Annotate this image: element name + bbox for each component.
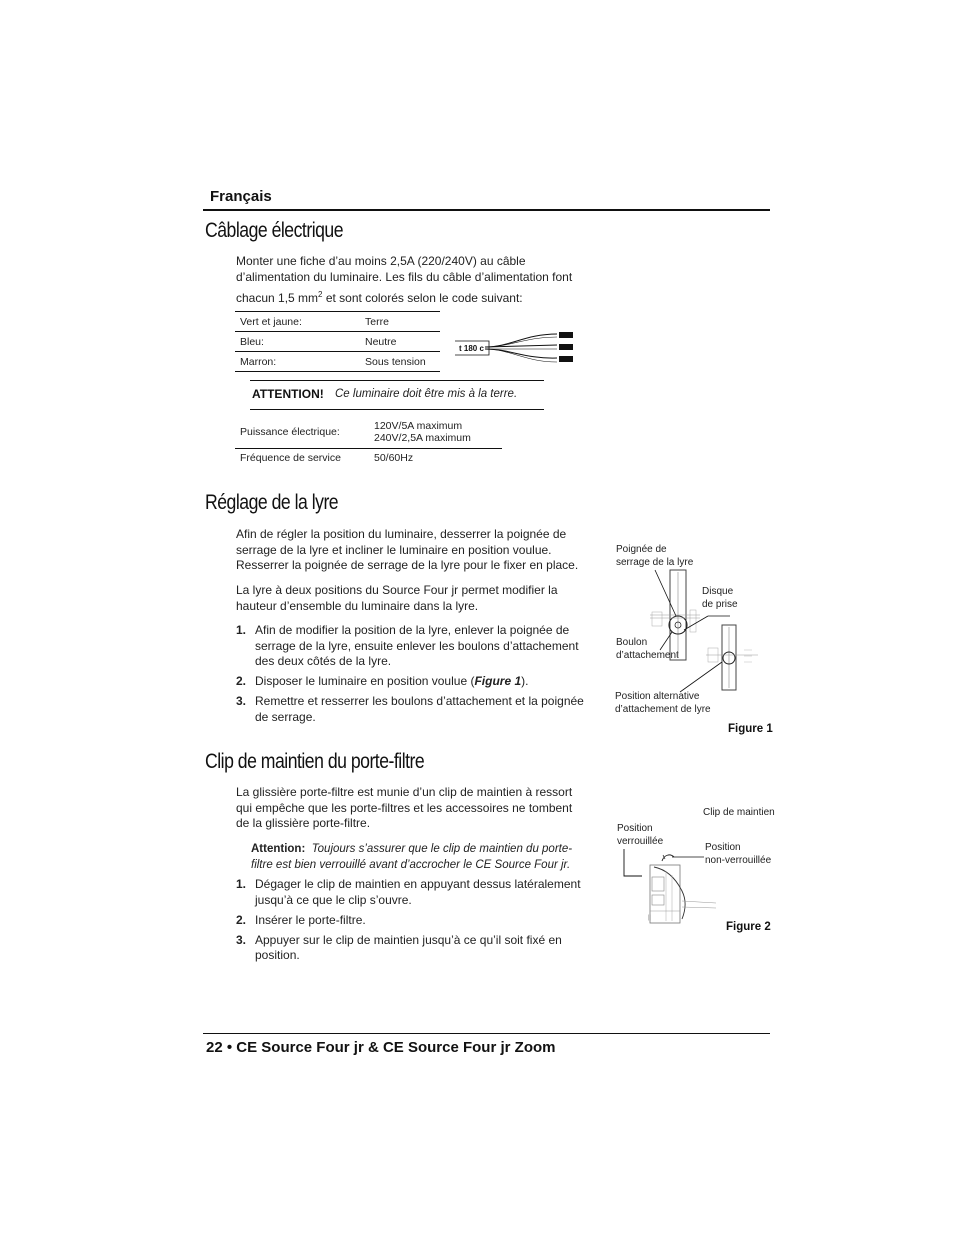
attention-box [250, 380, 544, 410]
frequency-value-cell: 50/60Hz [374, 452, 414, 464]
yoke-para-2 [236, 583, 558, 614]
power-value-cell [369, 416, 502, 449]
step-number: 2. [236, 674, 247, 689]
section-title-yoke: Réglage de la lyre [205, 491, 339, 514]
power-value-2: 240V/2,5A maximum [374, 432, 471, 444]
clip-attention-line-2 [251, 858, 572, 874]
page-footer: 22 • CE Source Four jr & CE Source Four jr Zoom [206, 1039, 556, 1056]
power-label-cell: Puissance électrique: [235, 416, 369, 449]
yoke-steps [236, 623, 606, 730]
clip-para-1-line: qui empêche que les porte-filtres et les accessoires ne tombent [236, 800, 573, 815]
step-line: des deux côtés de la lyre. [255, 654, 392, 669]
wiring-intro-text: chacun 1,5 mm [236, 291, 319, 306]
yoke-para-2-line: hauteur d’ensemble du luminaire dans la lyre. [236, 598, 479, 613]
clip-attention-text-2: filtre est bien verrouillé avant d’accrocher le CE Source Four jr. [251, 858, 571, 871]
wiring-intro-line-2: d’alimentation du luminaire. Les fils du câble d’alimentation font [236, 269, 573, 284]
wire-color-table [235, 311, 440, 372]
yoke-para-1-line: Resserrer la poignée de serrage de la lyre pour le fixer en place. [236, 558, 579, 573]
callout-grip-disc: Disque de prise [702, 586, 738, 610]
yoke-figure-illustration [640, 570, 770, 695]
step-number: 2. [236, 912, 247, 927]
step-line: serrage de la lyre, ensuite enlever les boulons d’attachement [255, 638, 579, 653]
svg-text:||: || [648, 915, 652, 921]
yoke-para-1-line: Afin de régler la position du luminaire, desserrer la poignée de [236, 527, 567, 541]
step-line [255, 674, 606, 690]
table-row [235, 449, 502, 467]
wire-role-cell: Neutre [360, 332, 440, 352]
step-number: 1. [236, 877, 247, 891]
wiring-intro-line-3 [236, 287, 572, 307]
list-item [236, 623, 606, 670]
callout-retaining-clip: Clip de maintien [703, 807, 775, 818]
table-row [235, 352, 440, 372]
clip-para-1 [236, 785, 572, 832]
step-line: Afin de modifier la position de la lyre, enlever la poignée de [255, 623, 570, 637]
callout-alt-position: Position alternative d’attachement de lyre [615, 691, 711, 715]
callout-yoke-handle: Poignée de serrage de la lyre [616, 544, 694, 568]
step-number: 1. [236, 623, 247, 637]
header-rule [203, 209, 770, 211]
step-line: de serrage. [255, 709, 316, 724]
footer-rule [203, 1033, 770, 1034]
step-number: 3. [236, 694, 247, 709]
wire-color-cell: Marron: [235, 352, 360, 372]
step-line: Dégager le clip de maintien en appuyant dessus latéralement [255, 877, 581, 891]
figure-2-label: Figure 2 [726, 921, 771, 933]
wiring-intro-line-1: Monter une fiche d’au moins 2,5A (220/240V) au câble [236, 254, 526, 268]
section-title-filter-clip: Clip de maintien du porte-filtre [205, 750, 425, 773]
section-title-wiring: Câblage électrique [205, 219, 344, 242]
step-line: jusqu’à ce que le clip s’ouvre. [255, 892, 412, 907]
yoke-para-1 [236, 527, 578, 574]
step-line: Remettre et resserrer les boulons d’attachement et la poignée [255, 694, 584, 709]
attention-label: ATTENTION! [252, 387, 324, 401]
table-row [235, 332, 440, 352]
callout-unlocked-position: Position non-verrouillée [705, 842, 772, 866]
frequency-label-cell: Fréquence de service [240, 452, 341, 464]
step-text-end: ). [521, 674, 529, 689]
table-row [235, 312, 440, 332]
cable-temp-label: t 180 c [459, 344, 484, 353]
callout-locked-position: Position verrouillée [617, 823, 664, 847]
filter-clip-figure-illustration [620, 845, 730, 925]
callout-attachment-bolt: Boulon d’attachement [616, 637, 679, 661]
step-line: Insérer le porte-filtre. [255, 912, 366, 927]
list-item [236, 674, 606, 690]
clip-attention-text-1: Toujours s’assurer que le clip de maintien du porte- [311, 843, 573, 855]
table-row [235, 416, 502, 449]
figure-1-reference: Figure 1 [474, 674, 522, 689]
step-text: Disposer le luminaire en position voulue ( [255, 674, 475, 689]
clip-steps [236, 877, 606, 968]
clip-attention [251, 842, 572, 873]
power-spec-table [235, 416, 502, 466]
page-language-header: Français [210, 188, 272, 205]
wire-role-cell: Sous tension [360, 352, 440, 372]
cable-illustration [455, 328, 580, 366]
step-number: 3. [236, 932, 247, 947]
wiring-intro-superscript: 2 [318, 290, 323, 300]
step-line: position. [255, 948, 300, 963]
wiring-intro [236, 254, 572, 307]
figure-1-label: Figure 1 [728, 723, 773, 735]
attention-text: Ce luminaire doit être mis à la terre. [335, 388, 518, 400]
list-item [236, 877, 606, 908]
wire-role-cell: Terre [360, 312, 440, 332]
clip-para-1-line: La glissière porte-filtre est munie d’un clip de maintien à ressort [236, 785, 573, 799]
clip-attention-label: Attention: [251, 843, 306, 855]
yoke-para-1-line: serrage de la lyre et incliner le luminaire en position voulue. [236, 542, 552, 557]
wiring-intro-text-end: et sont colorés selon le code suivant: [322, 291, 523, 306]
wire-color-cell: Vert et jaune: [235, 312, 360, 332]
power-value-1: 120V/5A maximum [374, 420, 463, 432]
step-line: Appuyer sur le clip de maintien jusqu’à ce qu’il soit fixé en [255, 932, 562, 947]
list-item [236, 913, 606, 929]
wire-color-cell: Bleu: [235, 332, 360, 352]
list-item [236, 694, 606, 725]
list-item [236, 933, 606, 964]
yoke-para-2-line: La lyre à deux positions du Source Four jr permet modifier la [236, 583, 558, 597]
clip-para-1-line: de la glissière porte-filtre. [236, 816, 371, 831]
clip-attention-line-1 [251, 842, 572, 858]
